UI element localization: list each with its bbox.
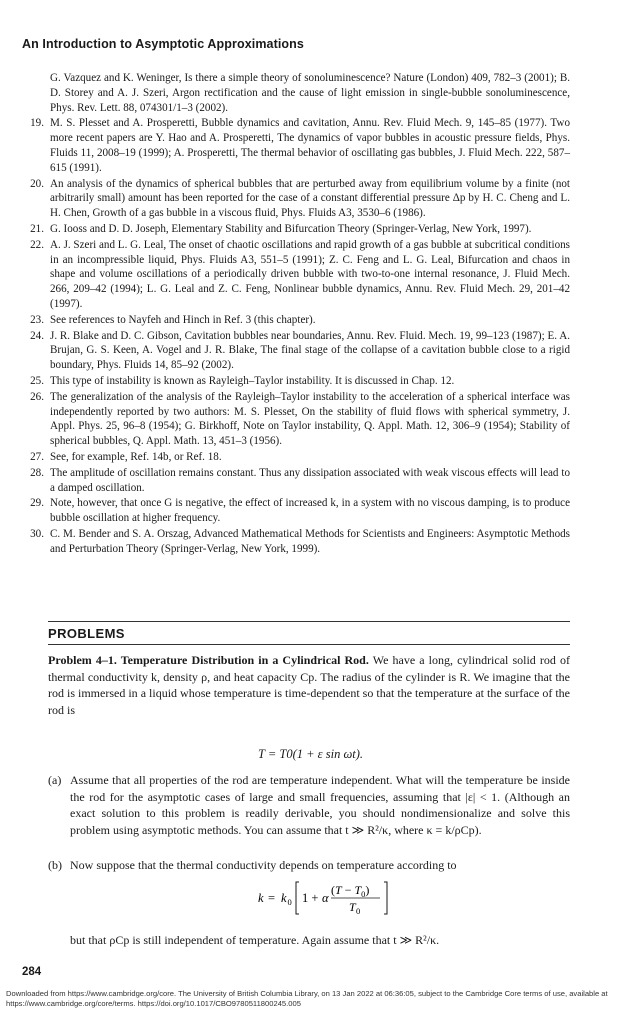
conductivity-equation bbox=[258, 878, 418, 918]
problem-part-a bbox=[48, 772, 570, 838]
reference-number: 29. bbox=[30, 497, 44, 510]
part-b-text: Now suppose that the thermal conductivity depends on temperature according to bbox=[70, 858, 457, 872]
reference-number: 25. bbox=[30, 374, 44, 387]
reference-number: 24. bbox=[30, 329, 44, 342]
reference-text: This type of instability is known as Rayleigh–Taylor instability. It is discussed in Chap. 12. bbox=[50, 374, 455, 387]
section-rule-top bbox=[48, 621, 570, 622]
reference-number: 28. bbox=[30, 466, 44, 479]
page-number: 284 bbox=[22, 966, 42, 978]
reference-text: G. Vazquez and K. Weninger, Is there a simple theory of sonoluminescence? Nature (London) 409, 782–3 (2001); B. D. Storey and A. J. Szeri, Argon rectification and the cause of light emission in single-bubble sonoluminescence, Phys. Rev. Lett. 88, 074301/1–3 (2002). bbox=[50, 72, 570, 114]
reference-number: 26. bbox=[30, 390, 44, 403]
reference-item bbox=[22, 116, 570, 175]
svg-text:=: = bbox=[268, 891, 276, 905]
reference-number: 20. bbox=[30, 177, 44, 190]
reference-text: A. J. Szeri and L. G. Leal, The onset of chaotic oscillations and rapid growth of a gas bubble at subcritical conditions in an incompressible liquid, Phys. Fluids A3, 551–5 (1991); Z. C. Feng and L. G. Leal, Bifurcation and chaos in shape and volume oscillations of a periodically driven bubble with two-to-one internal resonance, J. Fluid Mech. 266, 209–42 (1994); L. G. Leal and Z. C. Feng, Nonlinear bubble dynamics, Annu. Rev. Fluid Mech. 29, 201–42 (1997). bbox=[50, 238, 570, 310]
svg-text:k: k bbox=[281, 891, 287, 905]
problem-statement bbox=[48, 652, 570, 718]
svg-text:(T − T0): $(T - T_0)$ bbox=[331, 883, 370, 899]
reference-number: 30. bbox=[30, 527, 44, 540]
problem-part-b bbox=[48, 857, 570, 874]
part-b-continuation: but that ρCp is still independent of temperature. Again assume that t ≫ R²/κ. bbox=[70, 933, 440, 947]
svg-text:1 +: 1 + bbox=[302, 891, 319, 905]
reference-text: See, for example, Ref. 14b, or Ref. 18. bbox=[50, 450, 222, 463]
part-a-text: Assume that all properties of the rod are temperature independent. What will the temperature be inside the rod for the asymptotic cases of large and small frequencies, assuming that |ε| < 1. (Although an exact solution to this problem is readily derivable, you should nondimensionalize and solve this problem using asymptotic methods. You can assume that t ≫ R²/κ, where κ = k/ρCp). bbox=[70, 773, 570, 837]
reference-item bbox=[22, 527, 570, 557]
section-rule-bottom bbox=[48, 644, 570, 645]
reference-item bbox=[22, 329, 570, 373]
reference-text: An analysis of the dynamics of spherical bubbles that are perturbed away from equilibrium volume by a finite (not arbitrarily small) amount has been reported for the case of a constant differential pressure Δp by H. C. Cheng and L. H. Chen, Growth of a gas bubble in a viscous fluid, Phys. Fluids A3, 3530–6 (1986). bbox=[50, 177, 570, 220]
problem-text: We have a long, cylindrical solid rod of thermal conductivity k, density ρ, and heat capacity Cp. The radius of the cylinder is R. We imagine that the rod is immersed in a liquid whose temperature is time-dependent so that the temperature at the surface of the rod is bbox=[48, 653, 570, 717]
reference-item bbox=[22, 374, 570, 389]
reference-text: Note, however, that once G is negative, the effect of increased k, in a system with no viscous damping, is to produce bubble oscillation at higher frequency. bbox=[50, 497, 570, 525]
reference-item bbox=[22, 222, 570, 237]
reference-text: See references to Nayfeh and Hinch in Ref. 3 (this chapter). bbox=[50, 313, 316, 326]
svg-text:α: α bbox=[322, 891, 329, 905]
reference-text: M. S. Plesset and A. Prosperetti, Bubble dynamics and cavitation, Annu. Rev. Fluid Mech. 9, 145–85 (1977). Two more recent papers are Y. Hao and A. Prosperetti, The dynamics of vapor bubbles in acoustic pressure fields, Phys. Fluids 11, 2008–19 (1999); A. Prosperetti, The thermal behavior of oscillating gas bubbles, J. Fluid Mech. 222, 587–615 (1991). bbox=[50, 117, 570, 174]
reference-number: 22. bbox=[30, 238, 44, 251]
part-b-label: (b) bbox=[48, 858, 62, 872]
reference-item bbox=[22, 71, 570, 115]
reference-text: The amplitude of oscillation remains constant. Thus any dissipation associated with weak viscous effects will lead to a damped oscillation. bbox=[50, 466, 570, 494]
reference-item bbox=[22, 390, 570, 449]
reference-number: 23. bbox=[30, 313, 44, 326]
reference-item bbox=[22, 177, 570, 221]
reference-number: 27. bbox=[30, 450, 44, 463]
problem-title: Problem 4–1. Temperature Distribution in a Cylindrical Rod. bbox=[48, 653, 369, 667]
reference-item bbox=[22, 450, 570, 465]
reference-item bbox=[22, 313, 570, 328]
reference-item bbox=[22, 238, 570, 312]
reference-text: C. M. Bender and S. A. Orszag, Advanced Mathematical Methods for Scientists and Engineers: Asymptotic Methods and Perturbation Theory (Springer-Verlag, New York, 1999). bbox=[50, 527, 570, 555]
download-footer: Downloaded from https://www.cambridge.org/core. The University of British Columbia Library, on 13 Jan 2022 at 06:36:05, subject to the Cambridge Core terms of use, available at https://www.cambridge.org/core/terms. https://doi.org/10.1017/CBO9780511800245.005 bbox=[6, 989, 608, 1009]
reference-text: J. R. Blake and D. C. Gibson, Cavitation bubbles near boundaries, Annu. Rev. Fluid. Mech. 19, 99–123 (1987); E. A. Brujan, G. S. Keen, A. Vogel and J. R. Blake, The final stage of the collapse of a cavitation bubble close to a rigid boundary, Phys. Fluids 14, 85–92 (2002). bbox=[50, 329, 570, 372]
reference-number: 19. bbox=[30, 117, 44, 130]
svg-text:k: k bbox=[258, 891, 264, 905]
reference-number: 21. bbox=[30, 222, 44, 235]
running-head: An Introduction to Asymptotic Approximations bbox=[22, 37, 304, 51]
reference-text: G. Iooss and D. D. Joseph, Elementary Stability and Bifurcation Theory (Springer-Verlag, New York, 1997). bbox=[50, 222, 532, 235]
boundary-equation: T = T0(1 + ε sin ωt). bbox=[257, 747, 364, 761]
svg-text:0: 0 bbox=[287, 897, 292, 907]
problems-heading: PROBLEMS bbox=[48, 626, 125, 641]
part-a-label: (a) bbox=[48, 773, 62, 787]
reference-list bbox=[22, 71, 570, 557]
svg-text:T: T bbox=[349, 900, 356, 914]
svg-text:0: 0 bbox=[356, 906, 361, 916]
reference-item bbox=[22, 466, 570, 496]
reference-text: The generalization of the analysis of the Rayleigh–Taylor instability to the acceleration of a spherical interface was independently reported by two authors: M. S. Plesset, On the stability of fluid flows with spherical symmetry, J. Appl. Phys. 25, 96–8 (1954); G. Birkhoff, Note on Taylor instability, Q. Appl. Math. 12, 306–9 (1954); Stability of spherical bubbles, Q. Appl. Math. 13, 451–3 (1956). bbox=[50, 390, 570, 448]
reference-item bbox=[22, 496, 570, 526]
